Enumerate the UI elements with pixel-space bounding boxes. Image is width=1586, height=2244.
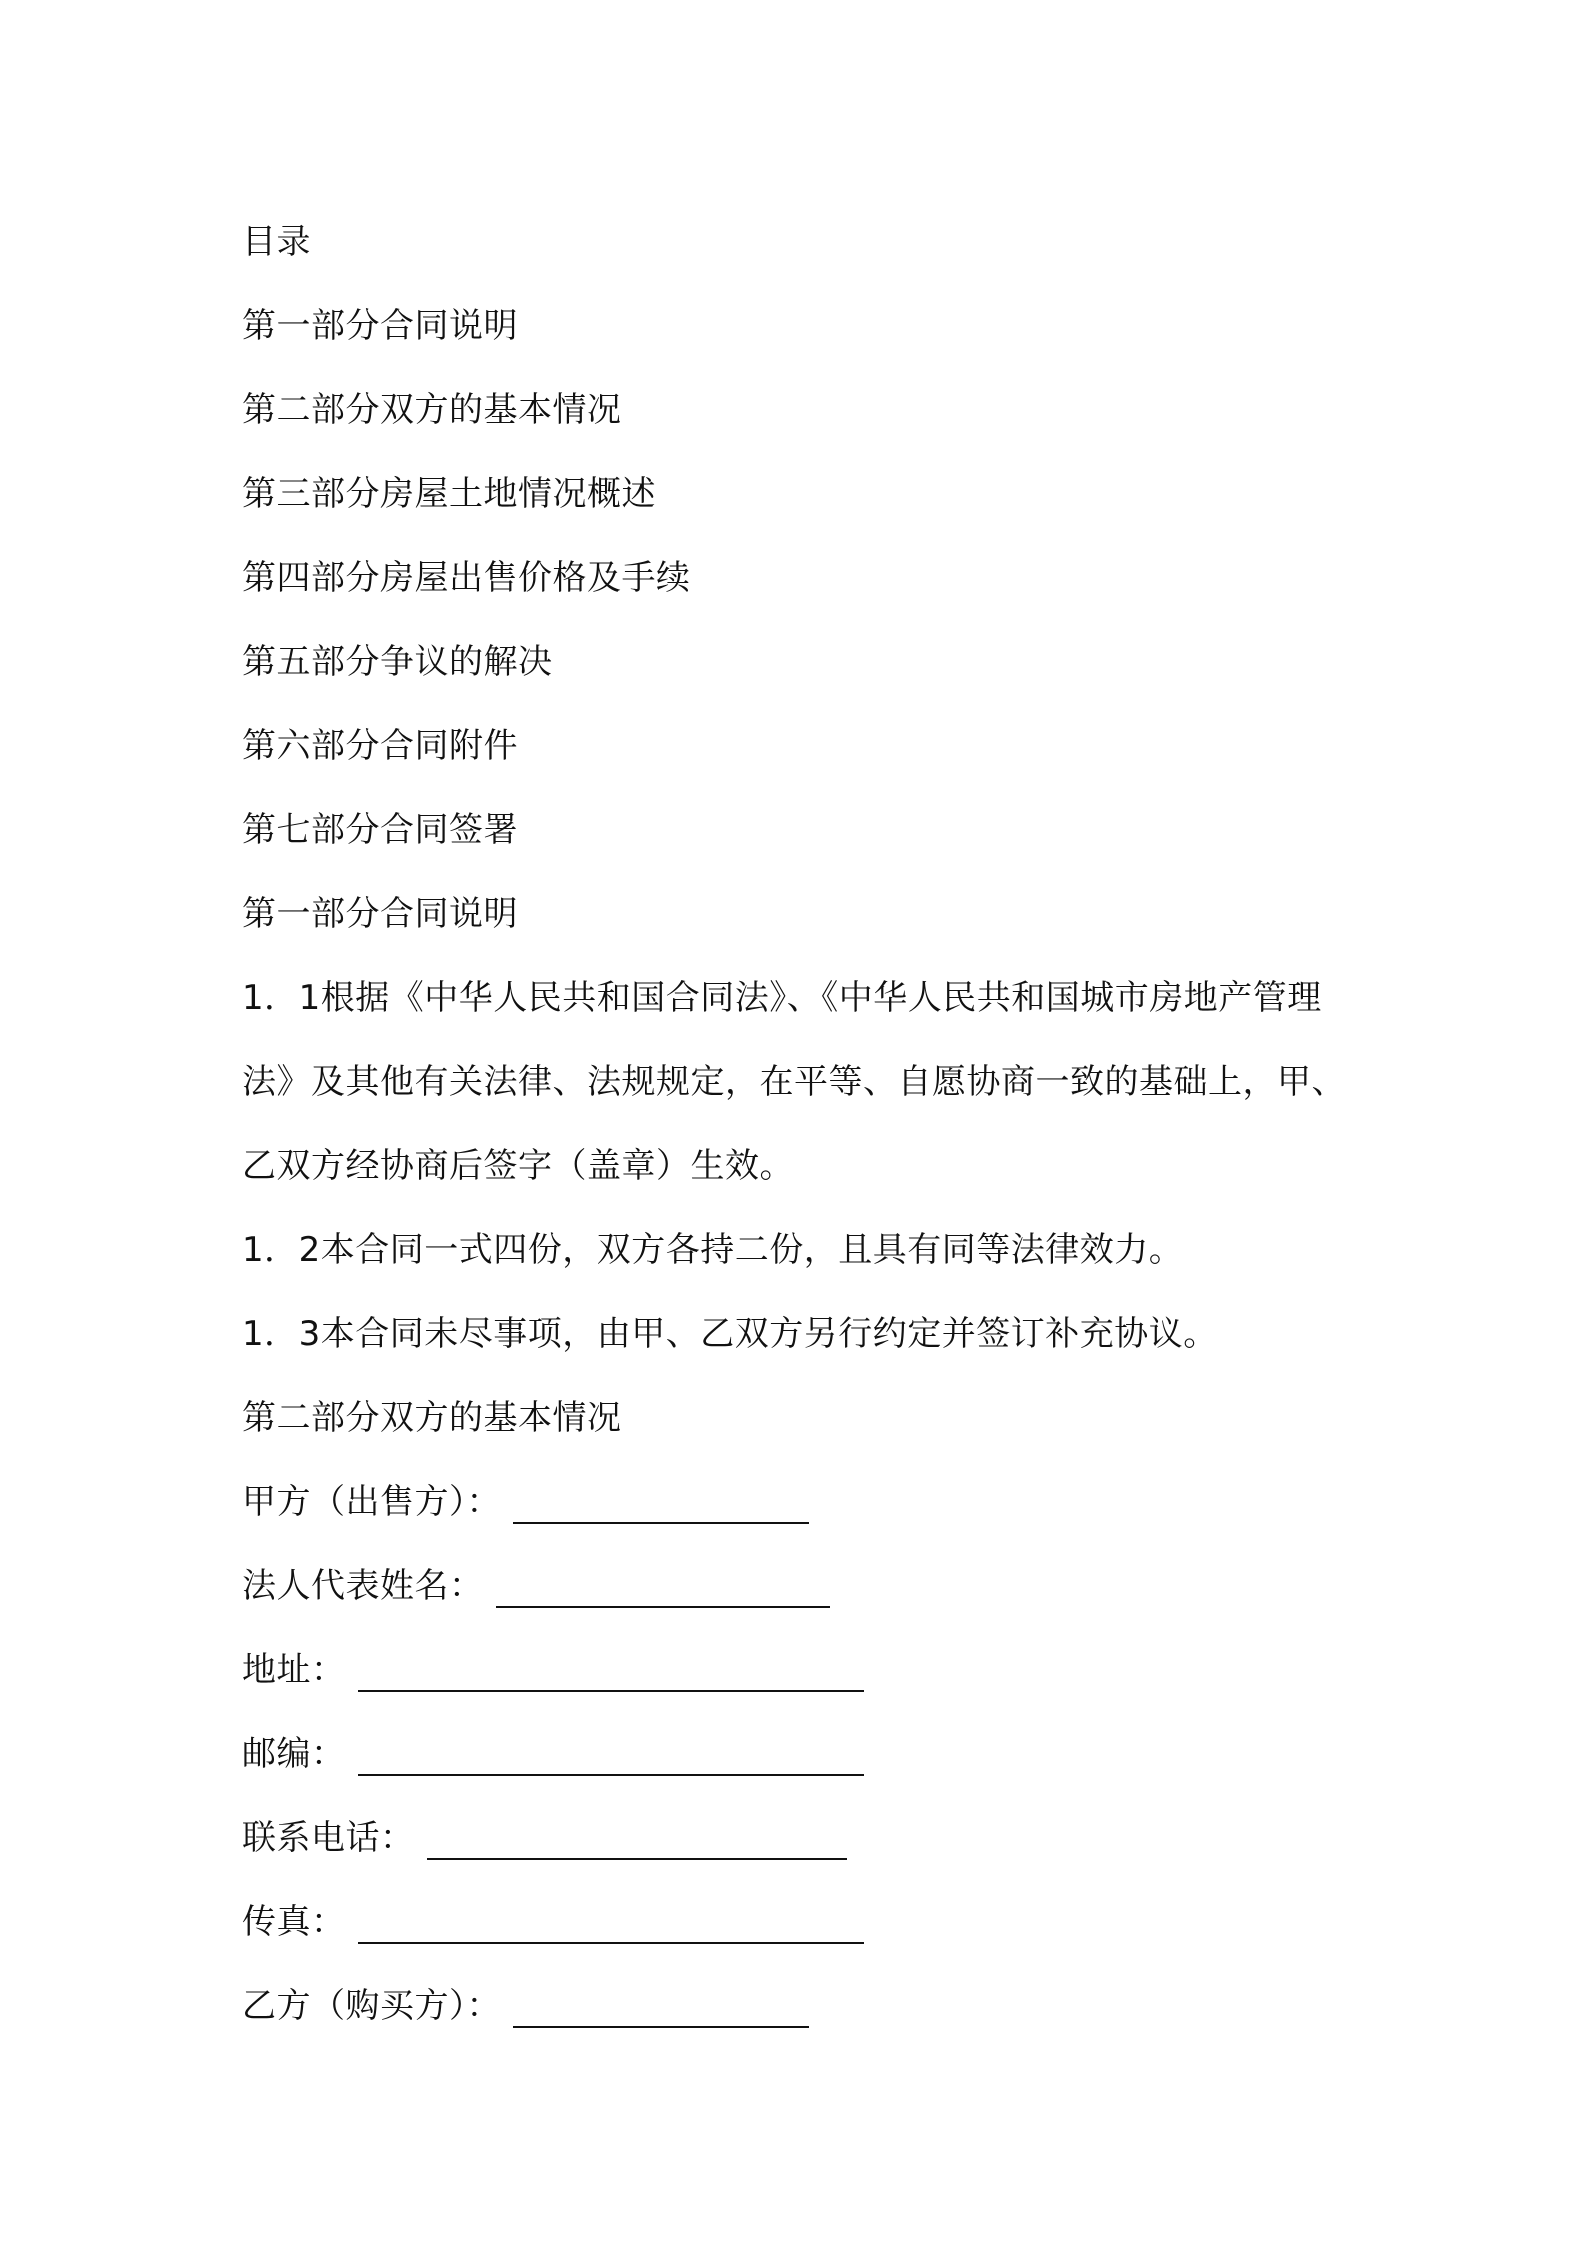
address-row [242, 1628, 1362, 1712]
party-b-row [242, 1964, 1362, 2048]
fax-blank[interactable] [358, 1912, 864, 1944]
clause-paragraph: 1．3本合同未尽事项，由甲、乙双方另行约定并签订补充协议。 [242, 1314, 1218, 1354]
postcode-row [242, 1712, 1362, 1796]
document-body [242, 200, 1362, 2048]
clause-paragraph: 1．1根据《中华人民共和国合同法》、《中华人民共和国城市房地产管理法》及其他有关法律、法规规定，在平等、自愿协商一致的基础上，甲、乙双方经协商后签字（盖章）生效。 [242, 978, 1346, 1186]
party-b-label: 乙方（购买方）： [242, 1986, 501, 2026]
clause-paragraph: 1．2本合同一式四份，双方各持二份，且具有同等法律效力。 [242, 1230, 1184, 1270]
party-b-blank[interactable] [513, 1996, 809, 2028]
party-a-label: 甲方（出售方）： [242, 1482, 501, 1522]
toc-item: 第七部分合同签署 [242, 810, 518, 850]
toc-item: 第二部分双方的基本情况 [242, 390, 622, 430]
toc-item: 第五部分争议的解决 [242, 642, 553, 682]
phone-label: 联系电话： [242, 1818, 415, 1858]
fax-row [242, 1880, 1362, 1964]
address-blank[interactable] [358, 1660, 864, 1692]
party-a-blank[interactable] [513, 1492, 809, 1524]
phone-blank[interactable] [427, 1828, 847, 1860]
party-a-row [242, 1460, 1362, 1544]
postcode-label: 邮编： [242, 1734, 346, 1774]
legal-rep-row [242, 1544, 1362, 1628]
legal-rep-blank[interactable] [496, 1576, 830, 1608]
legal-rep-label: 法人代表姓名： [242, 1566, 484, 1606]
section-heading: 第一部分合同说明 [242, 894, 518, 934]
toc-item: 第三部分房屋土地情况概述 [242, 474, 656, 514]
toc-item: 第四部分房屋出售价格及手续 [242, 558, 691, 598]
postcode-blank[interactable] [358, 1744, 864, 1776]
fax-label: 传真： [242, 1902, 346, 1942]
address-label: 地址： [242, 1650, 346, 1690]
section-heading: 第二部分双方的基本情况 [242, 1398, 622, 1438]
phone-row [242, 1796, 1362, 1880]
toc-item: 第六部分合同附件 [242, 726, 518, 766]
toc-item: 第一部分合同说明 [242, 306, 518, 346]
toc-title: 目录 [242, 222, 311, 262]
